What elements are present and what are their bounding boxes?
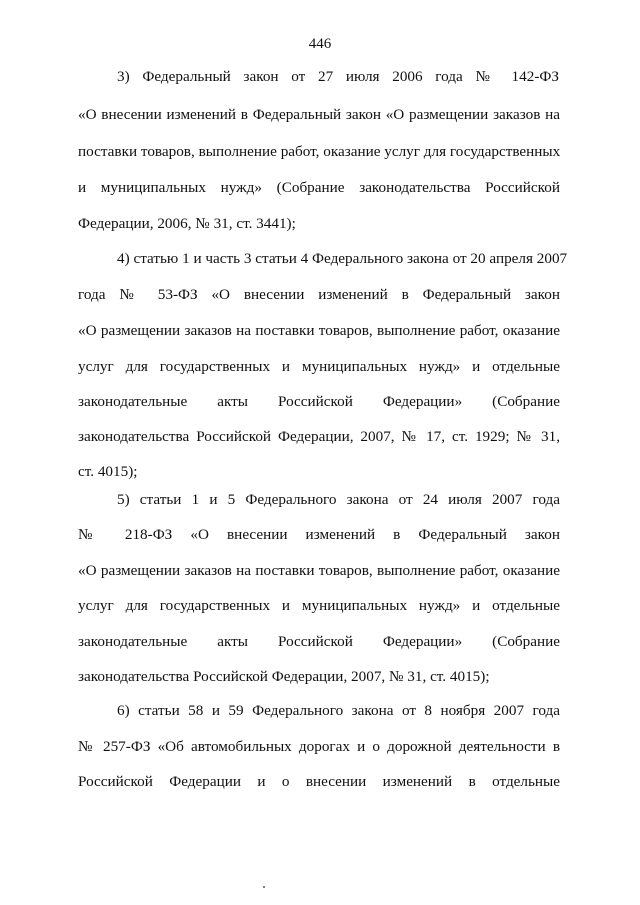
text-line: законодательства Российской Федерации, 2007, № 31, ст. 4015); [78, 668, 490, 685]
text-line: 4) статью 1 и часть 3 статьи 4 Федерального закона от 20 апреля 2007 [117, 250, 568, 267]
text-line: «О размещении заказов на поставки товаров, выполнение работ, оказание [78, 562, 560, 579]
text-line: законодательства Российской Федерации, 2007, № 17, ст. 1929; № 31, [78, 428, 560, 445]
text-line: поставки товаров, выполнение работ, оказание услуг для государственных [78, 143, 561, 160]
text-line: Федерации, 2006, № 31, ст. 3441); [78, 215, 296, 232]
text-line: законодательные акты Российской Федерации» (Собрание [78, 633, 560, 650]
page-number: 446 [308, 36, 332, 52]
text-line: услуг для государственных и муниципальных нужд» и отдельные [78, 358, 560, 375]
text-line: ст. 4015); [78, 463, 138, 480]
text-line: 3) Федеральный закон от 27 июля 2006 года № 142-ФЗ [117, 68, 559, 85]
text-line: года № 53-ФЗ «О внесении изменений в Федеральный закон [78, 286, 560, 303]
text-line: «О внесении изменений в Федеральный закон «О размещении заказов на [78, 106, 560, 123]
scan-speck [263, 886, 265, 888]
text-line: законодательные акты Российской Федерации» (Собрание [78, 393, 560, 410]
text-line: № 257-ФЗ «Об автомобильных дорогах и о дорожной деятельности в [78, 738, 560, 755]
text-line: № 218-ФЗ «О внесении изменений в Федеральный закон [78, 526, 560, 543]
text-line: и муниципальных нужд» (Собрание законодательства Российской [78, 179, 560, 196]
text-line: «О размещении заказов на поставки товаров, выполнение работ, оказание [78, 322, 560, 339]
text-line: услуг для государственных и муниципальных нужд» и отдельные [78, 597, 560, 614]
text-line: 6) статьи 58 и 59 Федерального закона от 8 ноября 2007 года [117, 702, 560, 719]
text-line: 5) статьи 1 и 5 Федерального закона от 24 июля 2007 года [117, 491, 560, 508]
text-line: Российской Федерации и о внесении изменений в отдельные [78, 773, 560, 790]
